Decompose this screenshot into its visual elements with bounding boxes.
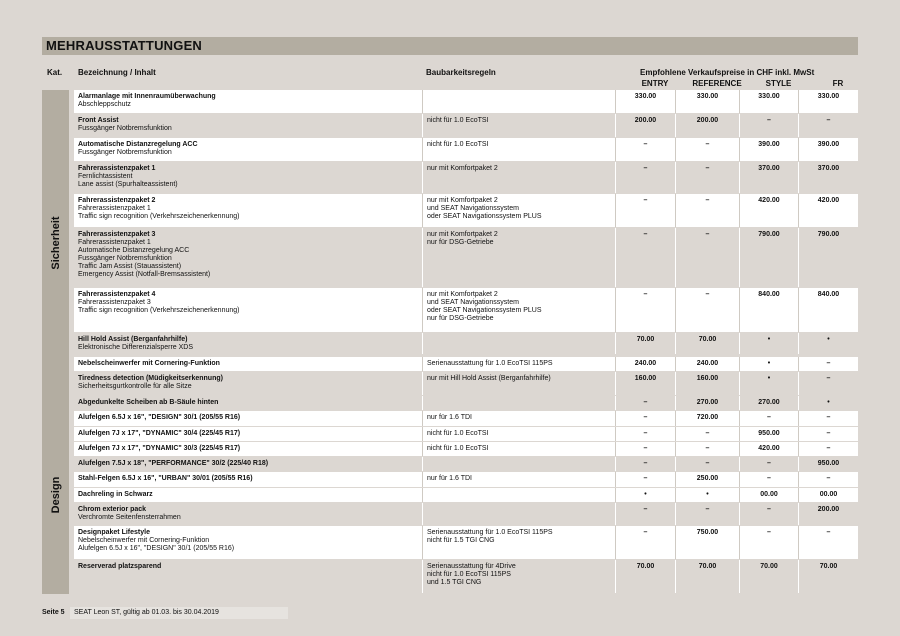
price-reference: 750.00 — [675, 526, 739, 559]
rule-text: oder SEAT Navigationssystem PLUS — [427, 307, 542, 314]
option-content: Abschleppschutz — [78, 101, 131, 108]
rule-cell — [422, 194, 615, 227]
price-fr: • — [798, 333, 858, 354]
price-entry: – — [615, 427, 675, 441]
header-trim-entry: ENTRY — [641, 79, 669, 88]
price-style: 950.00 — [739, 427, 798, 441]
rule-cell — [422, 411, 615, 426]
price-reference: 240.00 — [675, 357, 739, 371]
option-name: Alarmanlage mit Innenraumüberwachung — [78, 93, 216, 100]
price-entry: 240.00 — [615, 357, 675, 371]
rule-text: nur mit Komfortpaket 2 — [427, 231, 498, 238]
option-content: Alufelgen 6.5J x 16", "DESIGN" 30/1 (205/55 R16) — [78, 545, 235, 552]
header-bezeichnung: Bezeichnung / Inhalt — [78, 68, 156, 77]
table-row — [74, 457, 858, 471]
rule-cell — [422, 357, 615, 371]
rule-text: Serienausstattung für 1.0 EcoTSI 115PS — [427, 529, 553, 536]
header-kat: Kat. — [47, 68, 63, 77]
option-name: Abgedunkelte Scheiben ab B-Säule hinten — [78, 399, 219, 406]
rule-cell — [422, 503, 615, 525]
rule-cell — [422, 488, 615, 502]
option-name: Reserverad platzsparend — [78, 563, 162, 570]
price-fr: – — [798, 114, 858, 137]
page-title: MEHRAUSSTATTUNGEN — [46, 38, 203, 53]
option-content: Sicherheitsgurtkontrolle für alle Sitze — [78, 383, 192, 390]
rule-cell — [422, 114, 615, 137]
price-entry: – — [615, 288, 675, 332]
price-style: – — [739, 457, 798, 471]
header-trim-fr: FR — [832, 79, 844, 88]
option-content: Traffic sign recognition (Verkehrszeichenerkennung) — [78, 307, 240, 314]
price-reference: – — [675, 457, 739, 471]
price-reference: 70.00 — [675, 560, 739, 593]
rule-text: nicht für 1.0 EcoTSI — [427, 117, 489, 124]
option-cell — [74, 526, 422, 559]
option-name: Front Assist — [78, 117, 119, 124]
price-style: – — [739, 503, 798, 525]
rule-cell — [422, 228, 615, 287]
rule-text: nicht für 1.0 EcoTSI — [427, 445, 489, 452]
option-content: Elektronische Differenzialsperre XDS — [78, 344, 194, 351]
price-reference: 270.00 — [675, 396, 739, 410]
price-style: 70.00 — [739, 560, 798, 593]
price-fr: 200.00 — [798, 503, 858, 525]
table-row — [74, 442, 858, 456]
rule-cell — [422, 372, 615, 395]
rule-text: nur mit Komfortpaket 2 — [427, 197, 498, 204]
rule-text: oder SEAT Navigationssystem PLUS — [427, 213, 542, 220]
option-cell — [74, 503, 422, 525]
rule-text: nicht für 1.0 EcoTSI — [427, 141, 489, 148]
price-fr: 950.00 — [798, 457, 858, 471]
table-row — [74, 472, 858, 487]
table-row — [74, 288, 858, 332]
option-cell — [74, 457, 422, 471]
rule-text: und 1.5 TGI CNG — [427, 579, 482, 586]
price-entry: – — [615, 472, 675, 487]
price-entry: – — [615, 228, 675, 287]
price-reference: 70.00 — [675, 333, 739, 354]
option-cell — [74, 472, 422, 487]
price-style: • — [739, 372, 798, 395]
price-reference: – — [675, 194, 739, 227]
price-style: 270.00 — [739, 396, 798, 410]
option-content: Fahrerassistenzpaket 3 — [78, 299, 151, 306]
rule-cell — [422, 442, 615, 456]
rule-text: nur mit Komfortpaket 2 — [427, 291, 498, 298]
price-entry: 70.00 — [615, 560, 675, 593]
table-row — [74, 357, 858, 371]
footer-text: SEAT Leon ST, gültig ab 01.03. bis 30.04.2019 — [74, 609, 219, 616]
option-content: Emergency Assist (Notfall-Bremsassistent) — [78, 271, 211, 278]
option-name: Fahrerassistenzpaket 1 — [78, 165, 156, 172]
price-style: 420.00 — [739, 442, 798, 456]
rule-cell — [422, 427, 615, 441]
option-name: Dachreling in Schwarz — [78, 491, 153, 498]
price-reference: • — [675, 488, 739, 502]
table-row — [74, 372, 858, 395]
option-name: Alufelgen 7.5J x 18", "PERFORMANCE" 30/2 (225/40 R18) — [78, 460, 269, 467]
option-content: Lane assist (Spurhalteassistent) — [78, 181, 178, 188]
price-fr: 420.00 — [798, 194, 858, 227]
rule-cell — [422, 472, 615, 487]
table-row — [74, 138, 858, 161]
price-entry: • — [615, 488, 675, 502]
price-fr: 790.00 — [798, 228, 858, 287]
option-content: Automatische Distanzregelung ACC — [78, 247, 190, 254]
price-style: 330.00 — [739, 90, 798, 113]
price-fr: – — [798, 427, 858, 441]
price-fr: – — [798, 372, 858, 395]
table-row — [74, 488, 858, 502]
price-reference: – — [675, 138, 739, 161]
price-fr: – — [798, 411, 858, 426]
section-design — [42, 396, 69, 594]
price-reference: – — [675, 503, 739, 525]
price-entry: – — [615, 194, 675, 227]
option-content: Fussgänger Notbremsfunktion — [78, 149, 172, 156]
price-fr: 330.00 — [798, 90, 858, 113]
price-reference: – — [675, 442, 739, 456]
rule-cell — [422, 138, 615, 161]
price-fr: – — [798, 357, 858, 371]
option-name: Alufelgen 6.5J x 16", "DESIGN" 30/1 (205/55 R16) — [78, 414, 241, 421]
option-content: Nebelscheinwerfer mit Cornering-Funktion — [78, 537, 210, 544]
price-reference: – — [675, 228, 739, 287]
rule-text: nur für 1.6 TDI — [427, 414, 473, 421]
price-fr: 00.00 — [798, 488, 858, 502]
option-content: Traffic Jam Assist (Stauassistent) — [78, 263, 182, 270]
option-cell — [74, 90, 422, 113]
option-name: Stahl-Felgen 6.5J x 16", "URBAN" 30/01 (205/55 R16) — [78, 475, 253, 482]
option-name: Tiredness detection (Müdigkeitserkennung) — [78, 375, 223, 382]
table-row — [74, 90, 858, 113]
price-entry: – — [615, 162, 675, 193]
price-entry: – — [615, 457, 675, 471]
price-entry: – — [615, 442, 675, 456]
table-row — [74, 228, 858, 287]
rule-cell — [422, 288, 615, 332]
price-fr: 390.00 — [798, 138, 858, 161]
price-style: 840.00 — [739, 288, 798, 332]
rule-cell — [422, 90, 615, 113]
rule-cell — [422, 457, 615, 471]
price-reference: 250.00 — [675, 472, 739, 487]
rule-cell — [422, 162, 615, 193]
price-fr: 370.00 — [798, 162, 858, 193]
option-content: Fahrerassistenzpaket 1 — [78, 239, 151, 246]
price-entry: 200.00 — [615, 114, 675, 137]
option-name: Alufelgen 7J x 17", "DYNAMIC" 30/4 (225/45 R17) — [78, 430, 241, 437]
price-entry: 70.00 — [615, 333, 675, 354]
header-trim-reference: REFERENCE — [692, 79, 742, 88]
header-trim-style: STYLE — [765, 79, 792, 88]
option-name: Hill Hold Assist (Berganfahrhilfe) — [78, 336, 188, 343]
table-row — [74, 427, 858, 441]
price-fr: • — [798, 396, 858, 410]
rule-text: nicht für 1.0 EcoTSI — [427, 430, 489, 437]
table-row — [74, 503, 858, 525]
price-entry: – — [615, 396, 675, 410]
price-style: 420.00 — [739, 194, 798, 227]
rule-cell — [422, 396, 615, 410]
price-fr: 70.00 — [798, 560, 858, 593]
rule-text: nicht für 1.0 EcoTSI 115PS — [427, 571, 511, 578]
option-content: Fussgänger Notbremsfunktion — [78, 125, 172, 132]
rule-text: Serienausstattung für 4Drive — [427, 563, 516, 570]
price-fr: – — [798, 526, 858, 559]
rule-text: nur für DSG-Getriebe — [427, 315, 494, 322]
header-preise: Empfohlene Verkaufspreise in CHF inkl. MwSt — [640, 68, 815, 77]
rule-cell — [422, 333, 615, 354]
option-cell — [74, 194, 422, 227]
section-label: Sicherheit — [49, 216, 62, 270]
table-row — [74, 560, 858, 593]
price-reference: 200.00 — [675, 114, 739, 137]
option-cell — [74, 427, 422, 441]
table-row — [74, 526, 858, 559]
option-cell — [74, 372, 422, 395]
price-style: – — [739, 411, 798, 426]
price-style: • — [739, 357, 798, 371]
option-cell — [74, 138, 422, 161]
section-sicherheit — [42, 90, 69, 396]
option-name: Fahrerassistenzpaket 4 — [78, 291, 156, 298]
option-name: Chrom exterior pack — [78, 506, 147, 513]
footer — [42, 609, 219, 616]
option-name: Alufelgen 7J x 17", "DYNAMIC" 30/3 (225/45 R17) — [78, 445, 241, 452]
rule-text: nur für DSG-Getriebe — [427, 239, 494, 246]
rule-cell — [422, 560, 615, 593]
option-cell — [74, 288, 422, 332]
option-cell — [74, 114, 422, 137]
table-header — [42, 55, 858, 90]
table-row — [74, 114, 858, 137]
section-label: Design — [49, 476, 62, 514]
price-style: • — [739, 333, 798, 354]
rule-text: und SEAT Navigationssystem — [427, 205, 519, 212]
option-content: Fahrerassistenzpaket 1 — [78, 205, 151, 212]
rule-text: nur mit Hill Hold Assist (Berganfahrhilfe) — [427, 375, 551, 382]
rule-text: nur für 1.6 TDI — [427, 475, 473, 482]
price-entry: – — [615, 503, 675, 525]
price-fr: – — [798, 472, 858, 487]
rule-text: und SEAT Navigationssystem — [427, 299, 519, 306]
price-fr: 840.00 — [798, 288, 858, 332]
option-cell — [74, 162, 422, 193]
price-reference: 160.00 — [675, 372, 739, 395]
option-cell — [74, 488, 422, 502]
option-cell — [74, 396, 422, 410]
option-name: Fahrerassistenzpaket 2 — [78, 197, 156, 204]
table-row — [74, 194, 858, 227]
rule-text: nur mit Komfortpaket 2 — [427, 165, 498, 172]
option-cell — [74, 411, 422, 426]
option-content: Traffic sign recognition (Verkehrszeichenerkennung) — [78, 213, 240, 220]
option-content: Fussgänger Notbremsfunktion — [78, 255, 172, 262]
title-bar — [42, 37, 858, 55]
option-name: Fahrerassistenzpaket 3 — [78, 231, 156, 238]
price-entry: – — [615, 138, 675, 161]
option-content: Verchromte Seitenfensterrahmen — [78, 514, 181, 521]
page-number: Seite 5 — [42, 609, 65, 616]
option-name: Nebelscheinwerfer mit Cornering-Funktion — [78, 360, 220, 367]
table-row — [74, 396, 858, 410]
price-entry: – — [615, 526, 675, 559]
price-entry: 330.00 — [615, 90, 675, 113]
table-row — [74, 333, 858, 354]
price-entry: 160.00 — [615, 372, 675, 395]
price-reference: – — [675, 162, 739, 193]
price-entry: – — [615, 411, 675, 426]
option-cell — [74, 228, 422, 287]
price-style: 370.00 — [739, 162, 798, 193]
price-style: 790.00 — [739, 228, 798, 287]
option-cell — [74, 560, 422, 593]
option-name: Designpaket Lifestyle — [78, 529, 150, 536]
price-style: 390.00 — [739, 138, 798, 161]
table-row — [74, 411, 858, 426]
rule-text: Serienausstattung für 1.0 EcoTSI 115PS — [427, 360, 553, 367]
header-regeln: Baubarkeitsregeln — [426, 68, 496, 77]
price-reference: – — [675, 288, 739, 332]
price-fr: – — [798, 442, 858, 456]
price-style: – — [739, 114, 798, 137]
option-content: Fernlichtassistent — [78, 173, 133, 180]
table-row — [74, 162, 858, 193]
price-style: – — [739, 526, 798, 559]
rule-cell — [422, 526, 615, 559]
option-cell — [74, 442, 422, 456]
rule-text: nicht für 1.5 TGI CNG — [427, 537, 495, 544]
price-reference: – — [675, 427, 739, 441]
option-name: Automatische Distanzregelung ACC — [78, 141, 198, 148]
price-style: 00.00 — [739, 488, 798, 502]
price-reference: 330.00 — [675, 90, 739, 113]
option-cell — [74, 333, 422, 354]
option-cell — [74, 357, 422, 371]
price-style: – — [739, 472, 798, 487]
price-reference: 720.00 — [675, 411, 739, 426]
